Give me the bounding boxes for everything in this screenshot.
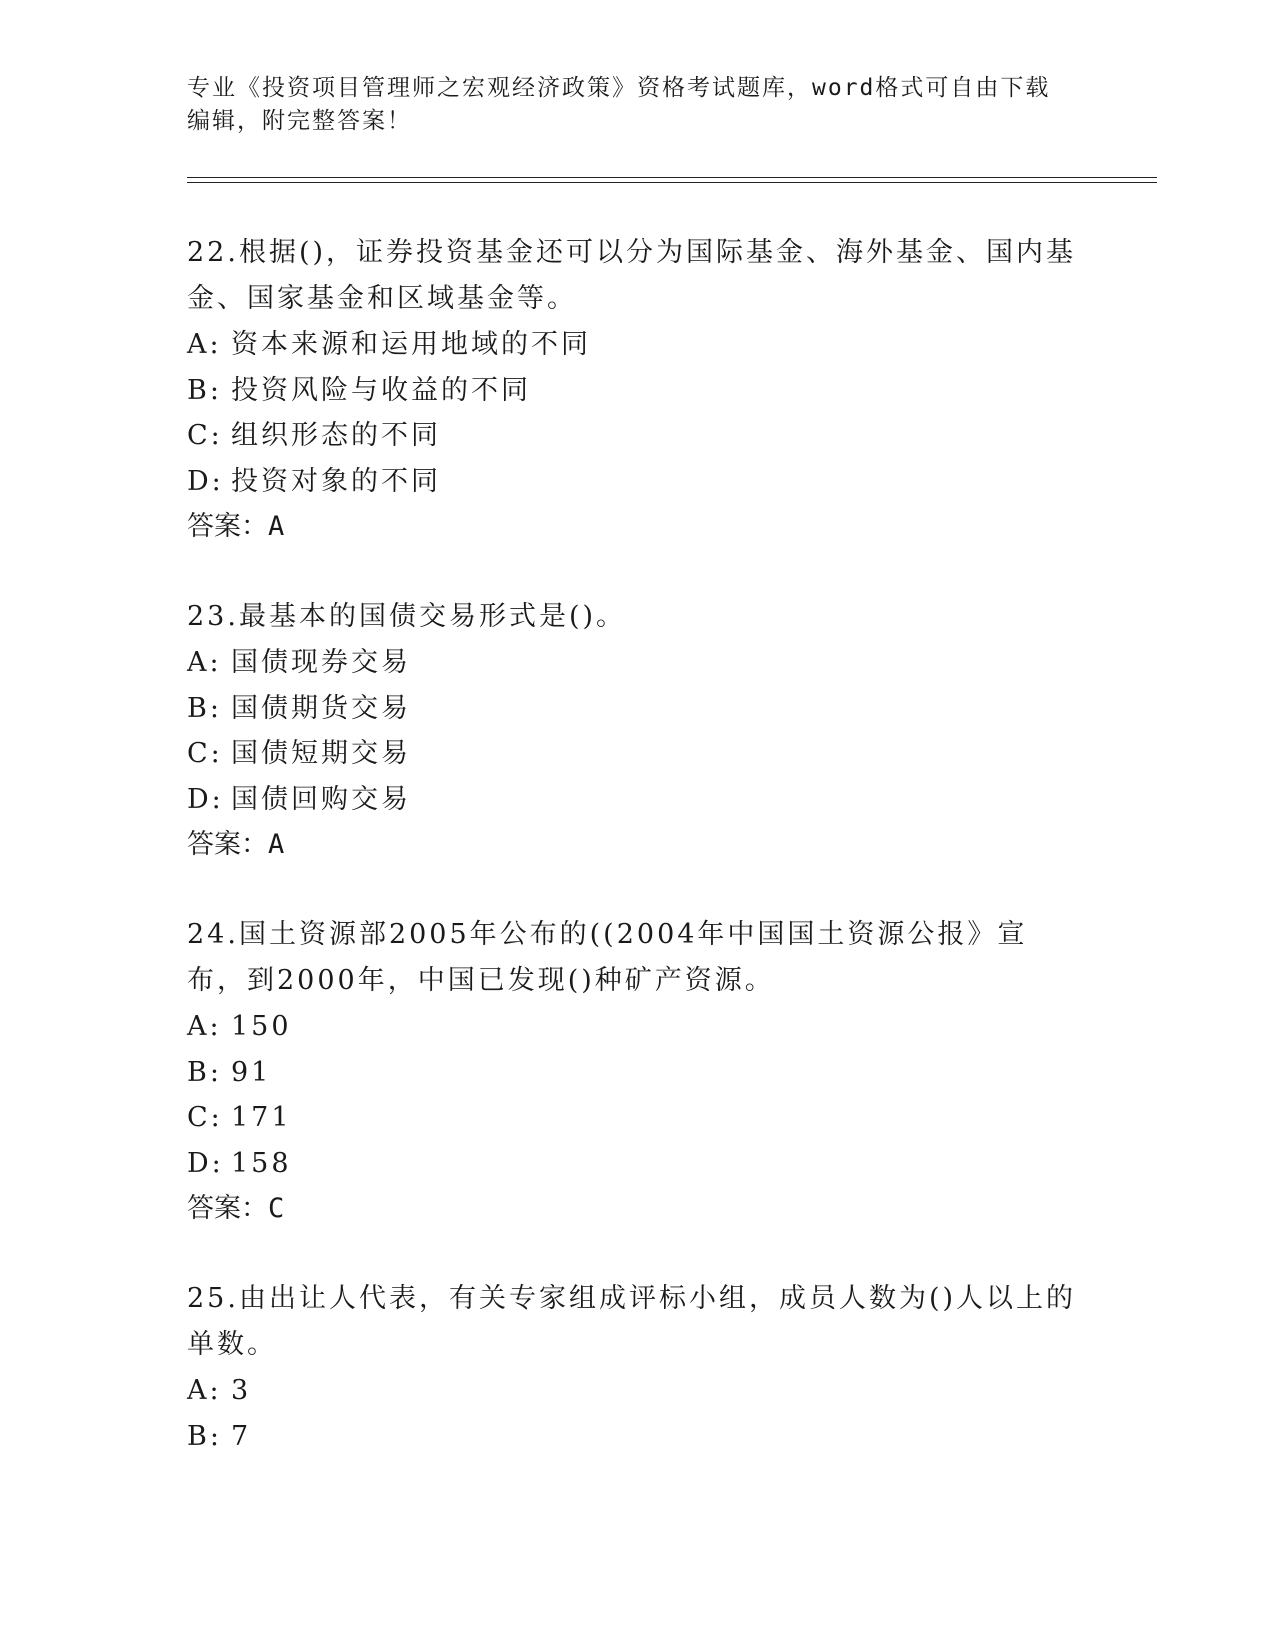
option-letter: C: — [187, 738, 223, 769]
option-b — [187, 1050, 1087, 1096]
option-c — [187, 731, 1087, 777]
option-letter: B: — [187, 374, 222, 406]
option-text: 资本来源和运用地域的不同 — [231, 329, 591, 360]
option-text: 150 — [231, 1011, 292, 1042]
option-b — [187, 368, 1087, 414]
option-text: 投资对象的不同 — [231, 465, 441, 497]
option-b — [187, 1414, 1087, 1460]
option-a — [187, 1368, 1087, 1414]
option-a — [187, 322, 1087, 368]
option-text: 91 — [231, 1056, 272, 1088]
option-text: 158 — [231, 1147, 292, 1179]
option-letter: D: — [187, 465, 224, 497]
option-text: 国债短期交易 — [231, 738, 411, 769]
option-letter: A: — [187, 647, 222, 678]
option-d — [187, 777, 1087, 823]
answer-line: 答案：A — [187, 829, 285, 860]
answer-line: 答案：A — [187, 511, 285, 542]
question-25 — [187, 1276, 1087, 1459]
question-stem: 24.国土资源部2005年公布的((2004年中国国土资源公报》宣布，到2000年，中国已发现()种矿产资源。 — [187, 919, 1028, 996]
option-letter: A: — [187, 1011, 222, 1042]
option-d — [187, 1141, 1087, 1187]
option-text: 投资风险与收益的不同 — [231, 374, 531, 406]
option-letter: B: — [187, 1420, 222, 1452]
option-text: 国债现券交易 — [231, 647, 411, 678]
option-b — [187, 686, 1087, 732]
option-letter: C: — [187, 420, 223, 451]
question-stem: 25.由出让人代表，有关专家组成评标小组，成员人数为()人以上的单数。 — [187, 1283, 1077, 1360]
question-stem: 22.根据()，证券投资基金还可以分为国际基金、海外基金、国内基金、国家基金和区域基金等。 — [187, 237, 1077, 314]
question-22 — [187, 230, 1087, 550]
option-text: 7 — [231, 1420, 252, 1452]
header-double-rule — [187, 177, 1157, 183]
option-letter: B: — [187, 1056, 222, 1088]
option-letter: A: — [187, 329, 222, 360]
question-24 — [187, 912, 1087, 1232]
option-text: 3 — [231, 1375, 252, 1406]
answer-line: 答案：C — [187, 1193, 285, 1224]
option-letter: D: — [187, 1147, 224, 1179]
question-stem: 23.最基本的国债交易形式是()。 — [187, 601, 627, 632]
option-letter: C: — [187, 1102, 223, 1133]
option-a — [187, 640, 1087, 686]
option-text: 171 — [231, 1102, 292, 1133]
question-list — [187, 230, 1087, 1503]
option-d — [187, 459, 1087, 505]
option-c — [187, 413, 1087, 459]
document-header: 专业《投资项目管理师之宏观经济政策》资格考试题库，word格式可自由下载编辑，附完整答案！ — [187, 75, 1051, 134]
option-letter: D: — [187, 783, 224, 815]
option-letter: A: — [187, 1375, 222, 1406]
option-c — [187, 1095, 1087, 1141]
option-text: 国债期货交易 — [231, 692, 411, 724]
question-23 — [187, 594, 1087, 868]
option-a — [187, 1004, 1087, 1050]
option-text: 国债回购交易 — [231, 783, 411, 815]
option-text: 组织形态的不同 — [231, 420, 441, 451]
option-letter: B: — [187, 692, 222, 724]
